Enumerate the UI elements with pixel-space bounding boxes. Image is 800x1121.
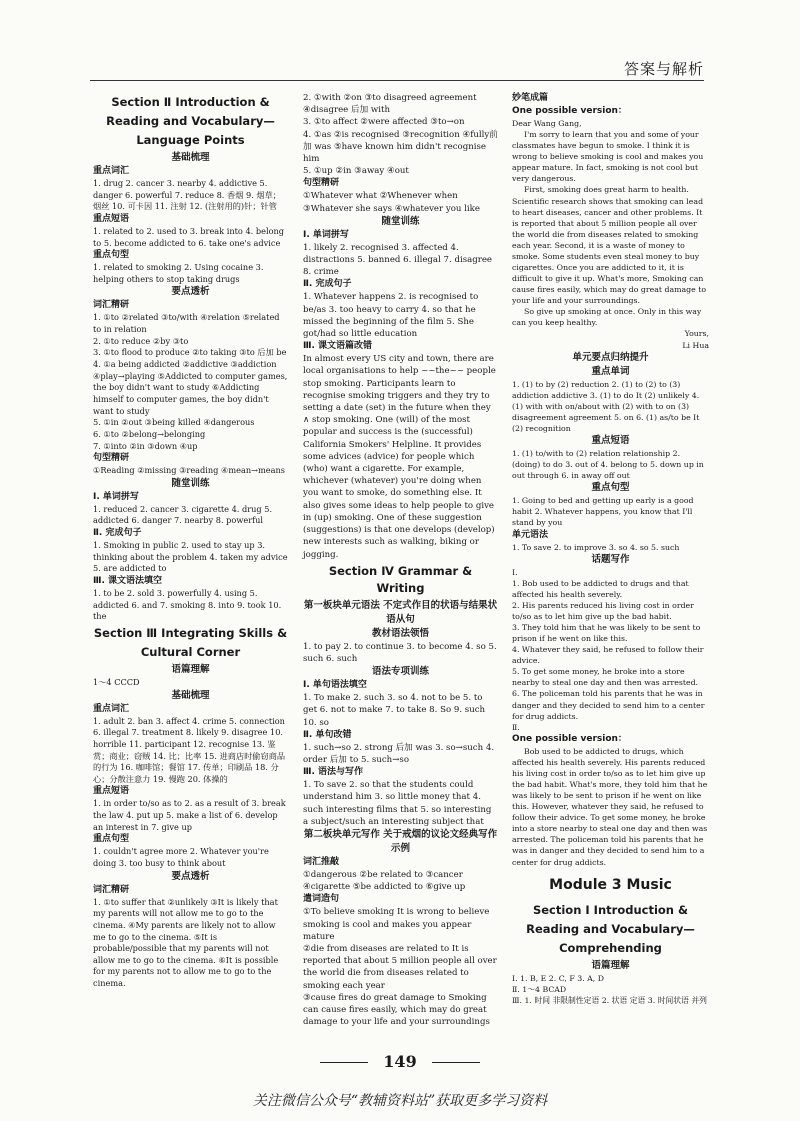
col3-item-16: 1. To save 2. to improve 3. so 4. so 5. such bbox=[512, 542, 680, 552]
col2-item-8: 1. likely 2. recognised 3. affected 4. distractions 5. banned 6. illegal 7. disagree 8. crime bbox=[303, 242, 493, 278]
col3-item-20: 2. His parents reduced his living cost in order to/so as to let him give up the bad habit. bbox=[512, 600, 694, 621]
col1-item-15: 4. ①a being addicted ②addictive ③addiction ④play→playing ⑤Addicted to computer games, the boy didn't want to study ⑥Addicting himself to computer games, the boy didn't want to study bbox=[93, 359, 288, 416]
col1-h3-39: 要点透析 bbox=[171, 870, 210, 882]
col1-item-41: 1. ①to suffer that ②unlikely ③It is likely that my parents will not allow me to go to the cinema. ④My parents are likely not to allow me to go to the cinema. ⑤It is probable/possible that my parents will not allow me to go to the cinema. ⑥It is possible for my parents not to allow me to go to the cinema. bbox=[93, 896, 279, 989]
col3-item-6: Yours, bbox=[684, 329, 709, 339]
col2-item-0: 2. ①with ②on ③to disagreed agreement ④disagree 后加 with bbox=[303, 93, 477, 116]
col3-sub-26: One possible version： bbox=[512, 733, 627, 744]
col1-h3-32: 基础梳理 bbox=[171, 689, 210, 701]
col3-item-21: 3. They told him that he was likely to be sent to prison if he went on like this. bbox=[512, 622, 701, 644]
col1-item-12: 1. ①to ②related ③to/with ④relation ⑤related to in relation bbox=[93, 312, 280, 335]
col2-sub-25: 词汇推敲 bbox=[303, 856, 340, 867]
page-number-dash-right bbox=[432, 1062, 480, 1063]
col2-item-2: 4. ①as ②is recognised ③recognition ④fully前加 was ⑤have known him didn't recognise him bbox=[303, 129, 498, 165]
col1-sub-37: 重点句型 bbox=[93, 834, 130, 845]
col2-h3-17: 语法专项训练 bbox=[371, 666, 429, 678]
col1-sub-40: 词汇精研 bbox=[93, 884, 130, 895]
col3-item-2: Dear Wang Gang, bbox=[512, 119, 582, 128]
col3-h2-28: Module 3 Music bbox=[549, 876, 672, 893]
col3-item-35: Ⅲ. 1. 时间 非限制性定语 2. 状语 定语 3. 时间状语 并列 bbox=[512, 995, 707, 1005]
col3-sub-0: 妙笔成篇 bbox=[512, 93, 549, 103]
col3-h3-17: 话题写作 bbox=[591, 553, 630, 565]
col3-item-5: So give up smoking at once. Only in this way can you keep healthy. bbox=[512, 307, 702, 328]
col1-h2-2: Language Points bbox=[136, 133, 245, 147]
col2-item-21: 1. such→so 2. strong 后加 was 3. so→such 4. order 后加 to 5. such→so bbox=[303, 742, 495, 765]
col1-item-25: 1. Smoking in public 2. used to stay up 3. thinking about the problem 4. taken my advice 5. are addicted to bbox=[93, 540, 288, 574]
col2-h3-24: 第二板块单元写作 关于戒烟的议论文经典写作示例 bbox=[303, 828, 498, 854]
col3-item-4: First, smoking does great harm to health. Scientific research shows that smoking can lead to heart diseases, cancer and other problems. It is reported that about 5 million people all over the world die from diseases related to smoking each year. Second, it is a waste of money to smoke. Some students even steal money to buy cigarettes. Once you are addicted to it, it is difficult to give it up. What's more, Smoking can cause fires easily, which may do great damage to your life and your surroundings. bbox=[512, 185, 707, 306]
col2-item-5: ①Whatever what ②Whenever when ③Whatever she says ④whatever you like bbox=[303, 191, 480, 214]
col3-h3-9: 重点单词 bbox=[591, 365, 630, 377]
col2-sub-20: Ⅱ. 单句改错 bbox=[303, 729, 352, 740]
col2-item-23: 1. To save 2. so that the students could understand him 3. so little money that 4. such interesting films that 5. so interesting a subject/such an interesting subject that bbox=[303, 780, 492, 827]
col2-item-1: 3. ①to affect ②were affected ③to→on bbox=[303, 117, 465, 128]
col2-item-16: 1. to pay 2. to continue 3. to become 4. so 5. such 6. such bbox=[303, 641, 497, 664]
col1-item-20: ①Reading ②missing ③reading ④mean→means bbox=[93, 465, 285, 476]
col2-sub-22: Ⅲ. 语法与写作 bbox=[303, 767, 364, 778]
col1-item-16: 5. ①in ②out ③being killed ④dangerous bbox=[93, 417, 255, 428]
col1-item-36: 1. in order to/so as to 2. as a result of 3. break the law 4. put up 5. make a list of 6. develop an interest in 7. give up bbox=[93, 798, 286, 832]
col3-sub-1: One possible version： bbox=[512, 106, 627, 116]
col3-item-12: 1. (1) to/with to (2) relation relationship 2. (doing) to do 3. out of 4. belong to 5. down up in out through 6. in away off out bbox=[512, 449, 704, 481]
col3-item-14: 1. Going to bed and getting up early is a good habit 2. Whatever happens, you know that I'll stand by you bbox=[512, 496, 694, 528]
col3-item-7: Li Hua bbox=[682, 340, 709, 350]
header-title: 答案与解析 bbox=[623, 60, 704, 78]
col1-item-31: 1～4 CCCD bbox=[93, 676, 140, 687]
col1-h2-1: Reading and Vocabulary— bbox=[106, 114, 275, 128]
col3-item-18: Ⅰ. bbox=[512, 567, 518, 577]
col3-h2-30: Reading and Vocabulary— bbox=[526, 921, 695, 936]
col2-h3-14: 第一板块单元语法 不定式作目的状语与结果状语从句 bbox=[303, 599, 498, 625]
col1-sub-11: 词汇精研 bbox=[93, 300, 130, 311]
col3-item-22: 4. Whatever they said, he refused to follow their advice. bbox=[512, 645, 704, 666]
col1-sub-4: 重点词汇 bbox=[93, 166, 130, 176]
page-number-text: 149 bbox=[383, 1052, 417, 1071]
col2-item-28: ①To believe smoking It is wrong to believe smoking is cool and makes you appear mature bbox=[303, 907, 490, 942]
col3-item-24: 6. The policeman told his parents that he was in danger and they decided to send him to a center for drug addicts. bbox=[512, 689, 705, 721]
column-right bbox=[512, 92, 709, 1006]
col3-item-25: Ⅱ. bbox=[512, 722, 520, 732]
col3-item-3: I'm sorry to learn that you and some of your classmates have begun to smoke. I think it is wrong to believe smoking is cool and makes you appear mature. In fact, smoking is not cool but very dangerous. bbox=[512, 130, 704, 184]
col3-h3-11: 重点短语 bbox=[591, 435, 630, 447]
col1-h3-21: 随堂训练 bbox=[171, 477, 210, 489]
col2-sub-18: Ⅰ. 单句语法填空 bbox=[303, 680, 367, 691]
col3-item-19: 1. Bob used to be addicted to drugs and that affected his health severely. bbox=[512, 578, 689, 599]
col2-sub-4: 句型精研 bbox=[303, 178, 340, 189]
page-number bbox=[0, 1052, 800, 1071]
col2-sub-27: 遣词造句 bbox=[303, 894, 340, 905]
col3-h2-29: Section Ⅰ Introduction & bbox=[532, 902, 689, 917]
page-number-dash-left bbox=[320, 1062, 368, 1063]
col1-item-27: 1. to be 2. sold 3. powerfully 4. using 5. addicted 6. and 7. smoking 8. into 9. took 10. the bbox=[93, 588, 282, 622]
col1-h3-3: 基础梳理 bbox=[171, 152, 210, 163]
col2-h3-15: 教材语法领悟 bbox=[371, 627, 429, 639]
col1-h2-0: Section Ⅱ Introduction & bbox=[111, 95, 270, 109]
col3-h3-32: 语篇理解 bbox=[591, 959, 630, 971]
col1-item-5: 1. drug 2. cancer 3. nearby 4. addictive 5. danger 6. powerful 7. reduce 8. 香烟 9. 烟草；烟丝 10. 可卡因 11. 注射 12. (注射用的)针；针管 bbox=[93, 178, 281, 212]
col1-item-38: 1. couldn't agree more 2. Whatever you're doing 3. too busy to think about bbox=[93, 846, 269, 868]
col2-item-10: 1. Whatever happens 2. is recognised to be/as 3. too heavy to carry 4. so that he missed the beginning of the film 5. She got/had so little education bbox=[303, 292, 479, 340]
col1-item-17: 6. ①to ②belong→belonging bbox=[93, 428, 206, 439]
col2-sub-9: Ⅱ. 完成句子 bbox=[303, 279, 352, 290]
col3-h3-8: 单元要点归纳提升 bbox=[572, 351, 649, 363]
column-middle bbox=[303, 92, 498, 1028]
col2-item-26: ①dangerous ②be related to ③cancer ④cigarette ⑤be addicted to ⑥give up bbox=[303, 869, 466, 893]
col3-item-23: 5. To get some money, he broke into a store nearby to steal one day and then was arrested. bbox=[512, 667, 699, 688]
col1-sub-22: Ⅰ. 单词拼写 bbox=[93, 491, 139, 502]
col1-item-14: 3. ①to flood to produce ②to taking ③to 后加 be bbox=[93, 347, 287, 358]
col2-h2-13: Section Ⅳ Grammar & Writing bbox=[328, 563, 473, 595]
col1-h3-10: 要点透析 bbox=[171, 286, 210, 298]
col1-item-34: 1. adult 2. ban 3. affect 4. crime 5. connection 6. illegal 7. treatment 8. likely 9. disagree 10. horrible 11. participant 12. recognise 13. 鉴赏；商业；窃贼 14. 比；比率 15. 进商店时偷窃商品的行为 16. 咖啡馆；餐馆 17. 传单；印刷品 18. 分心；分散注意力 19. 慢跑 20. 体操的 bbox=[93, 715, 286, 784]
col1-sub-35: 重点短语 bbox=[93, 786, 130, 797]
col1-item-13: 2. ①to reduce ②by ③to bbox=[93, 335, 189, 346]
col1-item-23: 1. reduced 2. cancer 3. cigarette 4. drug 5. addicted 6. danger 7. nearby 8. powerful bbox=[93, 503, 273, 526]
col1-item-9: 1. related to smoking 2. Using cocaine 3. helping others to stop taking drugs bbox=[93, 262, 264, 284]
col3-h3-13: 重点句型 bbox=[591, 482, 630, 494]
col1-item-18: 7. ①into ②in ③down ④up bbox=[93, 440, 198, 451]
col1-h2-28: Section Ⅲ Integrating Skills & bbox=[93, 625, 288, 640]
footer-promo: 关注微信公众号“教辅资料站”获取更多学习资料 bbox=[252, 1093, 548, 1109]
col2-sub-11: Ⅲ. 课文语篇改错 bbox=[303, 341, 373, 352]
col1-sub-24: Ⅱ. 完成句子 bbox=[93, 528, 142, 539]
col1-sub-19: 句型精研 bbox=[93, 453, 130, 464]
col1-item-7: 1. related to 2. used to 3. break into 4. belong to 5. become addicted to 6. take one's advice bbox=[93, 225, 285, 248]
col2-item-30: ③cause fires do great damage to Smoking can cause fires easily, which may do great damage to your life and your surroundings bbox=[303, 992, 490, 1028]
col1-h2-29: Cultural Corner bbox=[140, 644, 241, 659]
col1-sub-6: 重点短语 bbox=[93, 213, 130, 224]
page-header bbox=[90, 56, 704, 81]
col2-h3-6: 随堂训练 bbox=[381, 215, 420, 227]
col3-item-33: Ⅰ. 1. B, E 2. C, F 3. A, D bbox=[512, 973, 605, 983]
column-left bbox=[93, 92, 288, 990]
col1-h3-30: 语篇理解 bbox=[171, 663, 210, 675]
col3-item-34: Ⅱ. 1～4 BCAD bbox=[512, 984, 567, 994]
col2-item-12: In almost every US city and town, there are local organisations to help ~~the~~ people stop smoking. Participants learn to recognise smoking triggers and they try to setting a date (set) in the future when they ∧ stop smoking. One (will) of the most popular and success is the (successful) California Smokers' Helpline. It provides some advices (advice) for people which (who) want a cigarette. For example, whichever (whatever) you're doing when you want to smoke, do something else. It also gives some ideas to help people to give in (up) smoking. One of these suggestion (suggestions) is that one develops (develop) new interests such as walking, biking or jogging. bbox=[303, 354, 496, 560]
col3-item-27: Bob used to be addicted to drugs, which affected his health severely. His parents reduced his living cost in order to/so as to let him give up the bad habit. What's more, they told him that he was likely to be sent to prison if he went on like this. However, whatever they said, he refused to follow their advice. To get some money, he broke into a store nearby to steal one day and then was arrested. The policeman told his parents that he was in danger and they decided to send him to a center for drug addicts. bbox=[512, 746, 708, 867]
col3-sub-15: 单元语法 bbox=[512, 529, 549, 540]
col3-item-10: 1. (1) to by (2) reduction 2. (1) to (2) to (3) addiction addictive 3. (1) to do It (2) unlikely 4. (1) with with on/about with (2) with to on (3) disagreement agreement 5. on 6. (1) as/to be It (2) recognition bbox=[512, 379, 700, 433]
col1-sub-33: 重点词汇 bbox=[93, 703, 130, 714]
col2-sub-7: Ⅰ. 单词拼写 bbox=[303, 229, 349, 240]
col2-item-29: ②die from diseases are related to It is reported that about 5 million people all over the world die from diseases related to smoking each year bbox=[303, 943, 497, 991]
col2-item-3: 5. ①up ②in ③away ④out bbox=[303, 166, 409, 177]
col3-h2-31: Comprehending bbox=[559, 940, 662, 955]
col1-sub-26: Ⅲ. 课文语法填空 bbox=[93, 576, 163, 587]
col2-item-19: 1. To make 2. such 3. so 4. not to be 5. to get 6. not to make 7. to take 8. So 9. such 10. so bbox=[303, 693, 486, 728]
col1-sub-8: 重点句型 bbox=[93, 250, 130, 261]
